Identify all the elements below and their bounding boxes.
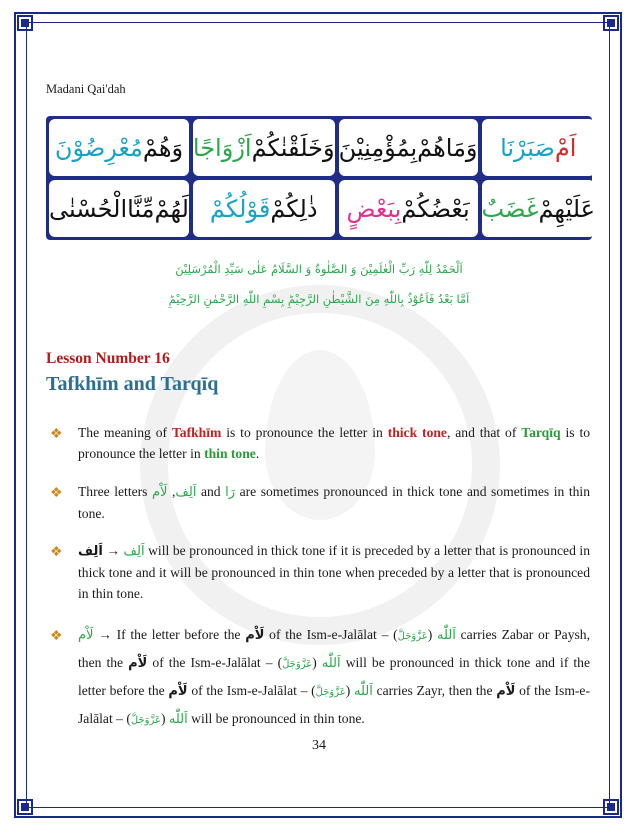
arabic-word-segment: ذٰلِكُمْ (270, 194, 318, 223)
arabic-word-segment: لَهُمْ (154, 194, 189, 223)
paragraph-tafkhim-meaning: ❖ The meaning of Tafkhīm is to pronounce the letter in thick tone, and that of Tarqīq is to pronounce the letter in thin tone. (50, 425, 591, 461)
arabic-word-grid (46, 116, 595, 240)
page-number: 34 (312, 738, 326, 753)
grid-cell (482, 119, 595, 176)
grid-cell (193, 180, 335, 237)
diamond-bullet-icon: ❖ (50, 545, 63, 560)
corner-ornament (14, 796, 36, 818)
book-title: Madani Qai'dah (46, 82, 126, 96)
dua-line-2: اَمَّا بَعْدُ فَاَعُوْذُ بِاللّٰهِ مِنَ الشَّيْطٰنِ الرَّجِيْمِؕ بِسْمِ اللّٰهِ الرَّحْمٰنِ الرَّحِيْمِؕ (168, 292, 470, 306)
arabic-word-segment: مُعْرِضُوْنَ (54, 133, 143, 162)
paragraph-three-letters: ❖ Three letters اَلِف, لَاْم and رَا are sometimes pronounced in thick tone and sometimes in thin tone. (50, 484, 590, 521)
grid-cell (49, 119, 189, 176)
arabic-word-segment: عَلَيْهِمْ (538, 194, 595, 223)
paragraph-laam-rule: ❖ لَاْم → If the letter before the لَاْم of the Ism-e-Jalālat – اَللّٰه (عَزَّوَجَلَّ) carries Zabar or Paysh, then the لَاْم of the Ism-e-Jalālat – اَللّٰه (عَزَّوَجَلَّ) will be pronounced in thick tone and if the letter before the لَاْم of the Ism-e-Jalālat – اَللّٰه (عَزَّوَجَلَّ) carries Zayr, then the لَاْم of the Ism-e-Jalālat – اَللّٰه (عَزَّوَجَلَّ) will be pronounced in thin tone. (50, 622, 590, 734)
diamond-bullet-icon: ❖ (50, 486, 63, 501)
arabic-word-segment: غَضَبٌ (481, 194, 539, 223)
arabic-word-segment: بِبَعْضٍ (346, 194, 402, 223)
arabic-word-segment: وَهُمْ (142, 133, 184, 162)
lesson-number: Lesson Number 16 (46, 350, 170, 367)
diamond-bullet-icon: ❖ (50, 629, 63, 644)
arabic-word-segment: وَخَلَقْنٰكُمْ (251, 133, 335, 162)
grid-cell (482, 180, 595, 237)
grid-cell (49, 180, 189, 237)
corner-ornament (600, 796, 622, 818)
arabic-word-segment: مِّنَّاالْحُسْنٰى (49, 194, 155, 223)
arabic-word-segment: بَعْضُكُمْ (401, 194, 470, 223)
arabic-word-segment: اَمْ (554, 133, 577, 162)
grid-cell (339, 119, 478, 176)
grid-cell (193, 119, 335, 176)
arabic-word-segment: صَبَرْنَا (500, 133, 555, 162)
dua-line-1: اَلْحَمْدُ لِلّٰهِ رَبِّ الْعٰلَمِيْنَ وَ الصَّلٰوةُ وَ السَّلَامُ عَلٰى سَيِّدِ الْمُرْسَلِيْنَ (175, 262, 463, 276)
arabic-word-segment: بِمُؤْمِنِيْنَ (338, 133, 418, 162)
arabic-word-segment: اَزْوَاجًا (192, 133, 252, 162)
grid-cell (339, 180, 478, 237)
diamond-bullet-icon: ❖ (50, 427, 63, 442)
paragraph-alif-rule: ❖ اَلِف → اَلِف will be pronounced in thick tone if it is preceded by a letter that is pronounced in thick tone and it will be pronounced in thin tone when preceded by a letter that is pronounced in thin tone. (50, 543, 590, 601)
corner-ornament (600, 12, 622, 34)
lesson-topic: Tafkhīm and Tarqīq (46, 373, 219, 395)
arabic-word-segment: وَمَاهُمْ (417, 133, 478, 162)
corner-ornament (14, 12, 36, 34)
arabic-word-segment: قَوْلُكُمْ (209, 194, 271, 223)
